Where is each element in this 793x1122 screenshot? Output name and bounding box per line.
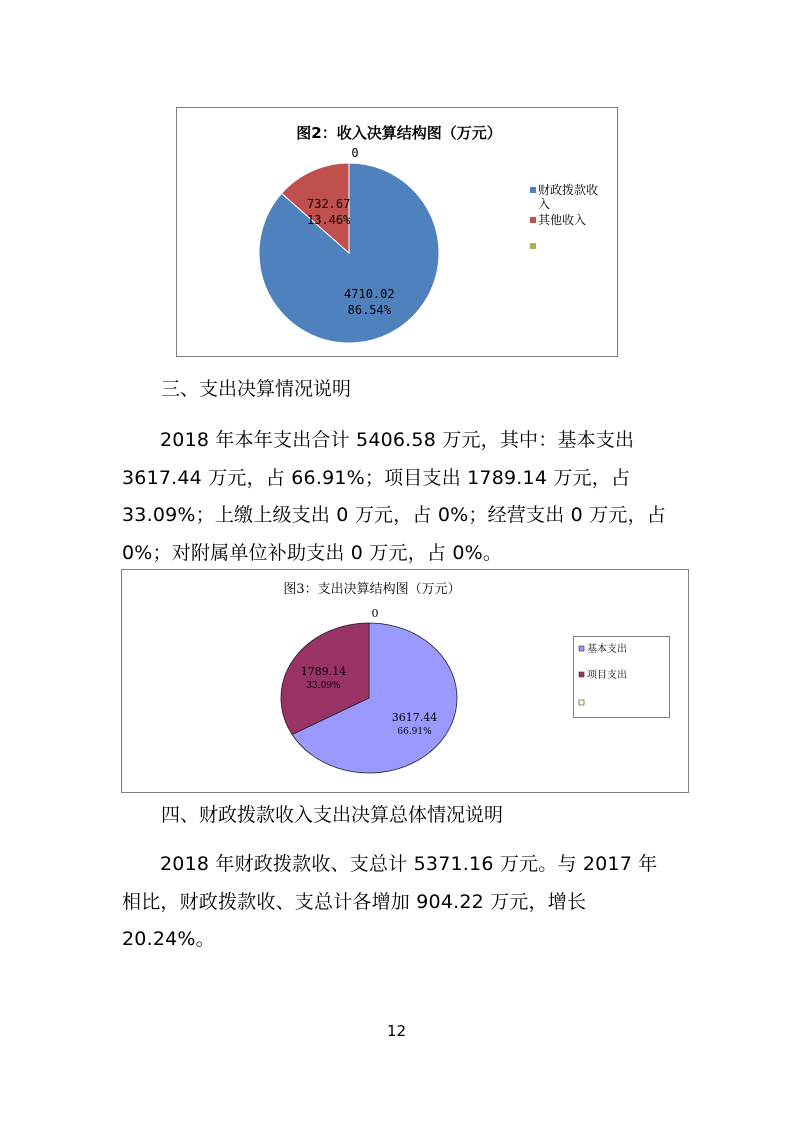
percent-label: 66.91% — [397, 726, 432, 737]
legend-label: 入 — [538, 197, 551, 211]
legend-swatch — [530, 243, 536, 249]
legend-label: 财政拨款收 — [538, 183, 599, 197]
expenditure-structure-chart — [121, 569, 689, 793]
legend — [574, 637, 669, 717]
data-label: 0 — [351, 146, 359, 160]
legend-swatch — [530, 187, 536, 193]
legend-label: 项目支出 — [587, 670, 627, 681]
legend-label: 其他收入 — [538, 213, 587, 227]
expenditure-paragraph: 2018 年本年支出合计 5406.58 万元，其中：基本支出3617.44 万元，占 66.91%；项目支出 1789.14 万元，占33.09%；上缴上级支出 0 万元，占 0%；经营支出 0 万元，占 0%；对附属单位补助支出 0 万元，占 0%。 — [122, 429, 673, 564]
data-label: 1789.14 — [300, 665, 347, 679]
legend-swatch — [579, 646, 584, 651]
percent-label: 13.46% — [307, 212, 351, 227]
income-pie-svg — [177, 108, 617, 356]
legend-swatch — [579, 700, 584, 705]
legend-swatch — [579, 672, 584, 677]
income-structure-chart — [176, 107, 618, 357]
data-label: 732.67 — [307, 196, 351, 211]
section-heading-fiscal: 四、财政拨款收入支出决算总体情况说明 — [161, 804, 504, 826]
chart-title: 图3：支出决算结构图（万元） — [283, 582, 461, 597]
percent-label: 33.09% — [306, 681, 341, 692]
page-number: 12 — [386, 1022, 407, 1040]
percent-label: 86.54% — [347, 303, 391, 318]
data-label: 3617.44 — [391, 710, 438, 724]
data-label: 0 — [371, 607, 379, 620]
legend-swatch — [530, 217, 536, 223]
data-label: 4710.02 — [344, 287, 395, 302]
chart-title: 图2：收入决算结构图（万元） — [296, 124, 502, 142]
legend-label: 基本支出 — [587, 644, 627, 655]
legend-box — [573, 636, 670, 718]
section-heading-expenditure: 三、支出决算情况说明 — [161, 378, 352, 400]
fiscal-paragraph: 2018 年财政拨款收、支总计 5371.16 万元。与 2017 年相比，财政拨款收、支总计各增加 904.22 万元，增长 20.24%。 — [122, 853, 658, 950]
